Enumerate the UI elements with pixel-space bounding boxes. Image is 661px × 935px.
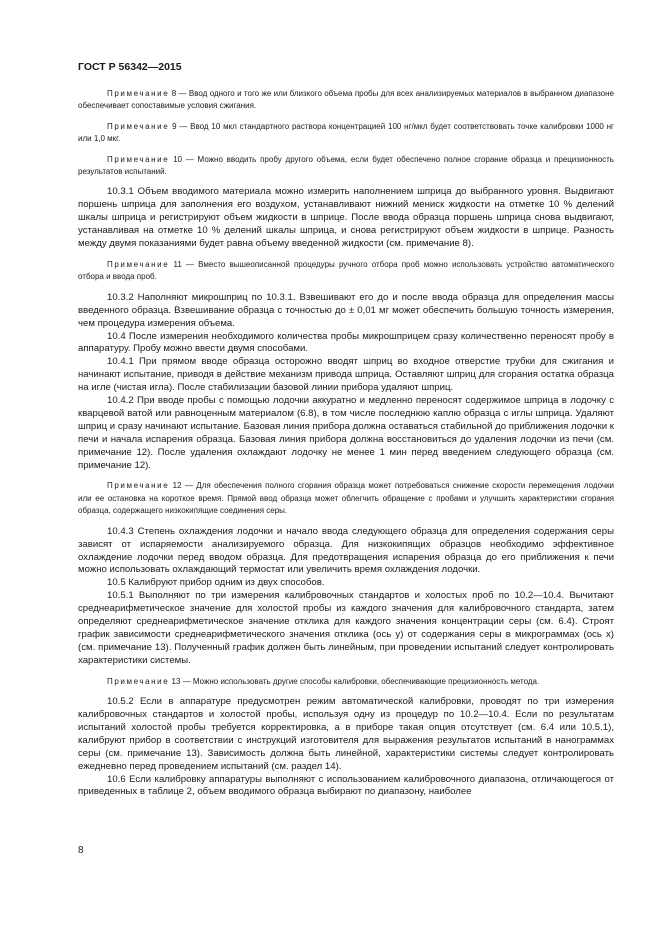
note-label: Примечание (107, 154, 170, 164)
body-paragraph: 10.4.3 Степень охлаждения лодочки и начало ввода следующего образца для определения содержания серы зависят от испаряемости анализируемого образца. Для низкокипящих образцов необходимо эффективное охлаждение лодочки перед вводом образца. Для предотвращения испарения образца до его приближения к печи можно использовать охлаждающий термостат или увеличить время охлаждения лодочки. (78, 525, 614, 576)
note-label: Примечание (107, 89, 170, 98)
body-paragraph: 10.3.2 Наполняют микрошприц по 10.3.1. Взвешивают его до и после ввода образца для определения массы введенного образца. Взвешивание образца с точностью до ± 0,01 мг может обеспечить большую точность измерения, чем процедура измерения объема. (78, 291, 614, 329)
body-paragraph: 10.4.1 При прямом вводе образца осторожно вводят шприц во входное отверстие трубки для сжигания и начинают испытание, приводя в действие механизм привода шприца. Оставляют шприц для сгорания остатка образца на игле (чистая игла). После стабилизации базовой линии прибора удаляют шприц. (78, 356, 614, 394)
note-paragraph (78, 121, 614, 146)
note-text: — Вместо вышеописанной процедуры ручного отбора проб можно использовать устройство автоматического отбора и ввода проб. (78, 259, 614, 282)
note-number: 9 (172, 121, 177, 131)
note-paragraph (78, 480, 614, 517)
body-paragraph: 10.6 Если калибровку аппаратуры выполняют с использованием калибровочного диапазона, отличающегося от приведенных в таблице 2, объем вводимого образца выбирают по диапазону, наиболее (78, 773, 614, 798)
document-header: ГОСТ Р 56342—2015 (78, 61, 182, 73)
note-number: 13 (171, 676, 181, 686)
body-paragraph: 10.5.2 Если в аппаратуре предусмотрен режим автоматической калибровки, проводят по три измерения калибровочных стандартов и холостой пробы, используя одну из процедур по 10.2—10.4. Если по результатам испытаний холостой пробы требуется корректировка, а в приборе такая опция отсутствует (см. 6.4 или 10.5.1), калибруют прибор в соответствии с инструкций изготовителя для выражения результатов испытаний в нанограммах серы (см. примечание 13). Зависимость должна быть линейной, характеристики системы следует контролировать ежедневно перед проведением испытаний (см. раздел 14). (78, 696, 614, 772)
body-paragraph: 10.5.1 Выполняют по три измерения калибровочных стандартов и холостых проб по 10.2—10.4. Вычитают среднеарифметическое значение для холостой пробы из каждого значения для калибровочного стандарта, затем определяют среднеарифметическое значение отклика для каждого значения концентрации серы (см. 6.4). Строят график зависимости среднеарифметического значения отклика (ось y) от содержания серы в микрограммах (ось x) (см. примечание 13). Полученный график должен быть линейным, при проведении испытаний следует контролировать характеристики системы. (78, 590, 614, 666)
body-paragraph: 10.4 После измерения необходимого количества пробы микрошприцем сразу количественно переносят пробу в аппаратуру. Пробу можно ввести двумя способами. (78, 330, 614, 355)
note-paragraph (78, 676, 614, 688)
note-label: Примечание (107, 121, 170, 131)
note-number: 10 (173, 154, 182, 164)
note-paragraph (78, 259, 614, 284)
document-body (78, 88, 614, 799)
note-number: 8 (171, 89, 177, 98)
note-number: 11 (173, 259, 182, 269)
note-number: 12 (172, 481, 182, 491)
note-label: Примечание (107, 259, 170, 269)
note-text: — Ввод 10 мкл стандартного раствора концентрацией 100 нг/мкл будет соответствовать точке калибровки 1000 нг или 1,0 мкг. (78, 121, 614, 144)
note-label: Примечание (107, 481, 170, 491)
body-paragraph: 10.3.1 Объем вводимого материала можно измерить наполнением шприца до выбранного уровня. Выдвигают поршень шприца для заполнения его воздухом, устанавливают нижний мениск жидкости на отметке 10 % делений шкалы шприца и регистрируют объем жидкости в шприце. После ввода образца поршень шприца снова выдвигают, устанавливая на отметке 10 % делений шкалы шприца, и снова регистрируют объем жидкости в шприце. Разность между двумя показаниями будет равна объему введенной жидкости (см. примечание 8). (78, 186, 614, 250)
note-paragraph (78, 154, 614, 179)
note-label: Примечание (107, 676, 170, 686)
body-paragraph: 10.4.2 При вводе пробы с помощью лодочки аккуратно и медленно переносят содержимое шприца в лодочку с кварцевой ватой или равноценным материалом (6.8), в том числе последнюю каплю образца с иглы шприца. Удаляют шприц и сразу начинают испытание. Базовая линия прибора должна оставаться стабильной до приближения лодочки к печи и начала испарения образца. Базовая линия прибора должна восстановиться до удаления лодочки из печи (см. примечание 12). После удаления охлаждают лодочку не менее 1 мин перед введением следующего образца (см. примечание 12). (78, 395, 614, 471)
note-paragraph (78, 88, 614, 113)
note-text: — Можно вводить пробу другого объема, если будет обеспечено полное сгорание образца и прецизионность результатов испытаний. (78, 154, 614, 177)
note-text: — Для обеспечения полного сгорания образца может потребоваться снижение скорости перемещения лодочки или ее остановка на короткое время. Прямой ввод образца может облегчить обращение с пробами и улучшить характеристики сгорания образца, содержащего низкокипящие соединения серы. (78, 481, 614, 516)
body-paragraph: 10.5 Калибруют прибор одним из двух способов. (107, 577, 325, 589)
note-text: — Можно использовать другие способы калибровки, обеспечивающие прецизионность метода. (182, 676, 540, 686)
page-number: 8 (78, 845, 84, 856)
note-text: — Ввод одного и того же или близкого объема пробы для всех анализируемых материалов в выбранном диапазоне обеспечивает сопоставимые условия сжигания. (78, 89, 614, 111)
